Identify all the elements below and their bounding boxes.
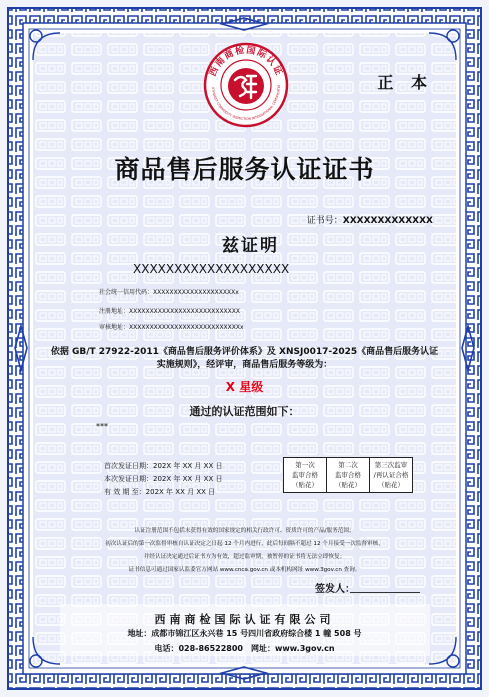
audit-address-row xyxy=(99,322,244,331)
issuer-contact: 电话：028-86522800 网址：www.3gov.cn xyxy=(154,644,335,653)
registered-address-value: XXXXXXXXXXXXXXXXXXXXXXXXXXX xyxy=(129,308,240,315)
note-line: 认证注册范围不包括未获得有效的国家规定的相关行政许可、资质许可的产品/服务范围； xyxy=(134,528,355,534)
registered-address-row xyxy=(99,306,240,315)
service-level: X 星级 xyxy=(225,380,264,394)
page-title: 商品售后服务认证证书 xyxy=(114,155,375,184)
first-issue-date: 首次发证日期：202X 年 XX 月 XX 日 xyxy=(104,462,223,470)
evaluation-basis-line: 依据 GB/T 27922-2011《商品售后服务评价体系》及 XNSJ0017-2025《商品售后服务认证 xyxy=(50,347,439,357)
company-name: XXXXXXXXXXXXXXXXXXX xyxy=(133,262,290,276)
certificate-number-value: XXXXXXXXXXXXX xyxy=(342,216,433,226)
issue-dates xyxy=(104,460,222,499)
credit-code-row xyxy=(99,287,239,296)
certification-seal-icon xyxy=(203,42,289,128)
credit-code-label: 社会统一信用代码： xyxy=(99,289,154,296)
evaluation-basis-line: 实施规则》，经评审，商品售后服务等级为： xyxy=(156,360,333,370)
current-issue-date: 本次发证日期：202X 年 XX 月 XX 日 xyxy=(104,475,223,483)
audit-cell-first: 第一次 监审合格 （贴花） xyxy=(284,458,327,493)
audit-address-label: 审核地址： xyxy=(99,324,130,331)
certificate-number xyxy=(307,213,433,226)
evaluation-basis xyxy=(0,346,489,372)
signatory-label: 签发人： xyxy=(315,584,355,595)
audit-address-value: XXXXXXXXXXXXXXXXXXXXXXXXXXXx xyxy=(129,324,244,331)
credit-code-value: XXXXXXXXXXXXXXXXXXXXx xyxy=(153,289,239,296)
certificate-notes xyxy=(0,525,489,577)
issuer-address: 地址：成都市锦江区永兴巷 15 号四川省政府综合楼 1 幢 508 号 xyxy=(127,629,362,638)
surveillance-audit-table xyxy=(283,457,413,493)
certify-heading: 兹证明 xyxy=(222,236,279,256)
note-line: 证书信息可通过国家认监委官方网站 www.cnca.gov.cn 或本机构网址 www.3gov.cn 查询。 xyxy=(128,567,361,573)
audit-cell-second: 第二次 监审合格 （贴花） xyxy=(327,458,370,493)
note-line: 初次认证后的第一次监督审核自认证决定之日起 12 个月内进行，此后每间隔不超过 12 个月接受一次监督审核， xyxy=(105,541,384,547)
signature-line xyxy=(350,592,420,593)
scope-heading: 通过的认证范围如下： xyxy=(189,405,300,418)
svg-text:西南商检国际认证: 西南商检国际认证 xyxy=(208,45,284,79)
issuer-name: 西南商检国际认证有限公司 xyxy=(154,613,335,626)
note-line: 并经认证决定通过后证书方为有效，超过监审期，被暂停的证书将无法立即恢复； xyxy=(143,554,346,560)
audit-cell-third: 第三次监审 /再认证合格 （贴花） xyxy=(370,458,413,493)
certificate-number-label: 证书号： xyxy=(306,216,343,226)
valid-until-date: 有 效 期 至：202X 年 XX 月 XX 日 xyxy=(104,488,216,496)
scope-content: *** xyxy=(96,422,108,431)
svg-text:SOUTHWEST COMMODITY INSPECTION: UTHWEST COMMODITY INSPECTION INTERNATIONAL CERTIFICATIO xyxy=(210,84,282,122)
registered-address-label: 注册地址： xyxy=(99,308,130,315)
original-copy-label: 正 本 xyxy=(377,73,433,92)
